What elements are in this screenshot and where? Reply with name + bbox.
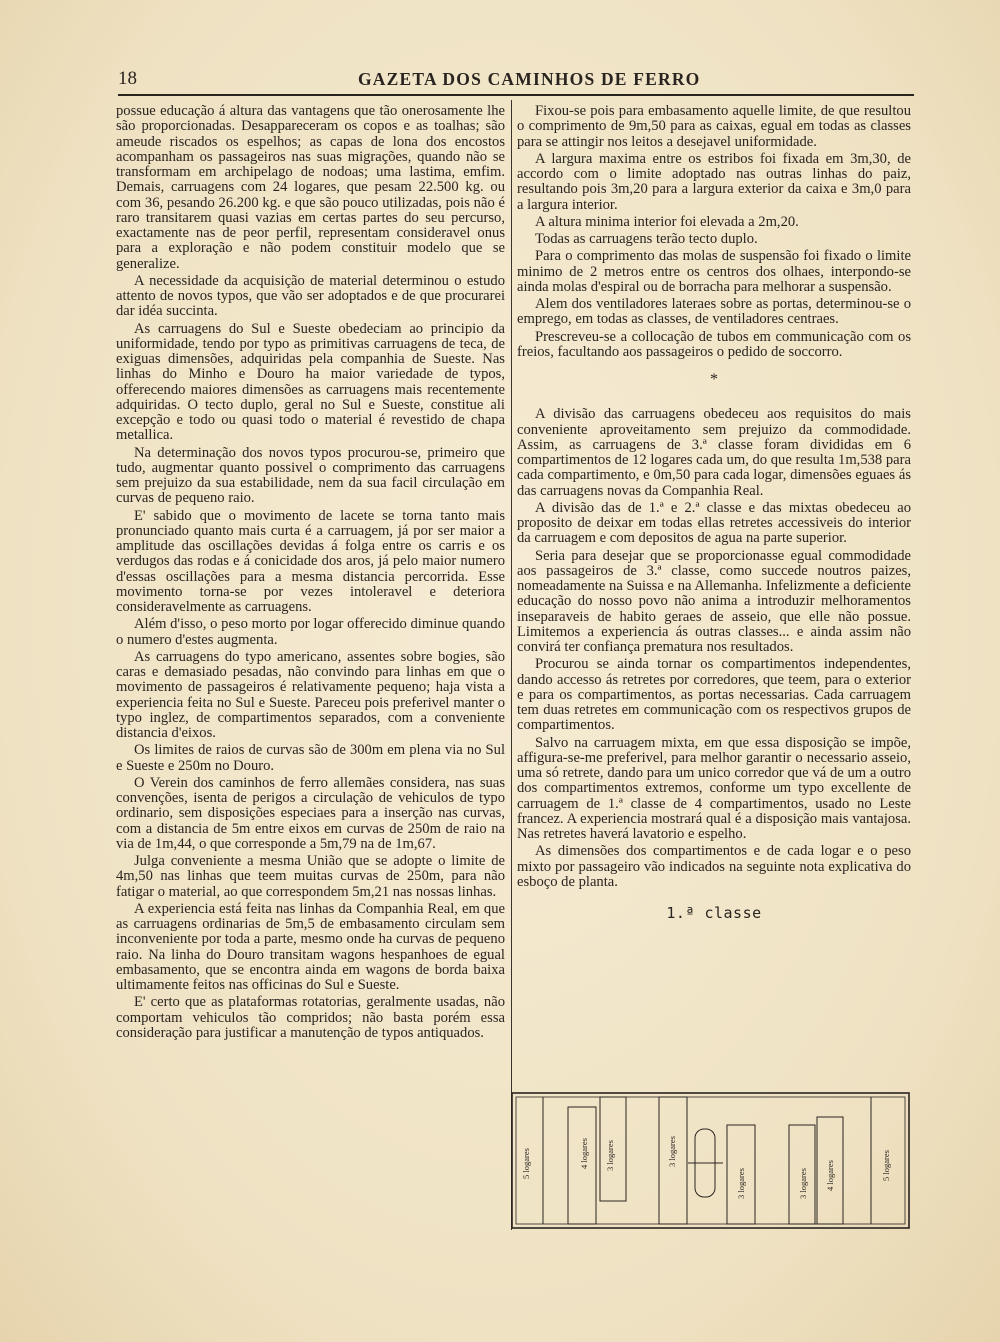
page-header <box>118 66 914 96</box>
paragraph: A experiencia está feita nas linhas da Companhia Real, em que as carruagens ordinarias de 5m,5 de embasamento circulam sem inconveniente por toda a parte, mesmo onde ha curvas de pequeno raio. Na linha do Douro transitam wagons hespanhoes de egual embasamento, que se encontra ainda em wagons de borda baixa ultimamente feitos nas officinas do Sul e Sueste. <box>116 900 505 993</box>
paragraph: E' sabido que o movimento de lacete se torna tanto mais pronunciado quanto mais curta é a carruagem, já por ser maior a amplitude das oscillações devidas á folga entre os carris e os verdugos das rodas e á conicidade dos aros, já pelo maior numero d'essas oscillações para a mesma distancia percorrida. Esse movimento torna-se por vezes intoleravel e deteriora consideravelmente as carruagens. <box>116 507 505 615</box>
paragraph: Além d'isso, o peso morto por logar offerecido diminue quando o numero d'estes augmenta. <box>116 616 505 648</box>
paragraph: Alem dos ventiladores lateraes sobre as portas, determinou-se o emprego, em todas as classes, de ventiladores centraes. <box>517 296 911 328</box>
carriage-outline <box>512 1093 909 1228</box>
paragraph: possue educação á altura das vantagens que tão onerosamente lhe são proporcionadas. Desappareceram os copos e as toalhas; são ameude riscados os espelhos; as capas de lona dos encostos acompanham os passageiros nas suas migrações, quando não se transformam em archipelago de nodoas; uma lastima, emfim. Demais, carruagens com 24 logares, que pesam 22.500 kg. ou com 36, pesando 26.200 kg. e que são pouco utilizadas, pois não é raro transitarem quasi vazias em certas partes do seu percurso, exactamente nas de peor perfil, representam consideravel onus para a exploração e não podem constituir modelo que se generalize. <box>116 103 505 272</box>
paragraph: Salvo na carruagem mixta, em que essa disposição se impõe, affigura-se-me preferivel, para melhor garantir o necessario asseio, uma só retrete, dando para um unico corredor que vá de um a outro dos compartimentos extremos, conforme um typo excellente de carruagem de 1.ª classe de 4 compartimentos, usado no Leste francez. A experiencia mostrará qual é a disposição mais vantajosa. Nas retretes haverá lavatorio e espelho. <box>517 734 911 842</box>
compartment-label: 4 logares <box>579 1138 589 1169</box>
floor-plan-drawing <box>511 1091 911 1231</box>
section-separator: * <box>710 371 718 388</box>
paragraph: Para o comprimento das molas de suspensão foi fixado o limite minimo de 2 metros entre os centros dos olhaes, interpondo-se ainda molas d'espiral ou de borracha para melhorar a suspensão. <box>517 248 911 295</box>
paragraph: Na determinação dos novos typos procurou-se, primeiro que tudo, augmentar quanto possivel o comprimento das carruagens sem prejuizo da sua estabilidade, nem da sua facil circulação em curvas de pequeno raio. <box>116 444 505 507</box>
paragraph: A largura maxima entre os estribos foi fixada em 3m,30, de accordo com o limite adoptado nas outras linhas do paiz, resultando pois 3m,20 para a largura exterior da caixa e 3m,0 para a largura interior. <box>517 150 911 213</box>
compartment-label: 3 logares <box>736 1168 746 1199</box>
paragraph: Todas as carruagens terão tecto duplo. <box>535 231 758 247</box>
paragraph: Os limites de raios de curvas são de 300m em plena via no Sul e Sueste e 250m no Douro. <box>116 742 505 774</box>
compartment-label: 5 logares <box>881 1150 891 1181</box>
paragraph: As carruagens do Sul e Sueste obedeciam ao principio da uniformidade, tendo por typo as primitivas carruagens de teca, de exiguas dimensões, adquiridas pela companhia de Sueste. Nas linhas do Minho e Douro ha maior variedade de typos, offerecendo maiores dimensões as carruagens mais recentemente adquiridas. O tecto duplo, geral no Sul e Sueste, constitue ali excepção e todo ou quasi todo o material é revestido de chapa metallica. <box>116 320 505 444</box>
paragraph: E' certo que as plataformas rotatorias, geralmente usadas, não comportam vehiculos tão compridos; não basta porém essa consideração para justificar a manutenção de typos antiquados. <box>116 994 505 1041</box>
paragraph: A divisão das carruagens obedeceu aos requisitos do mais conveniente aproveitamento sem prejuizo da commodidade. Assim, as carruagens de 3.ª classe foram divididas em 6 compartimentos de 12 logares cada um, do que resulta 1m,538 para cada compartimento, e 0m,50 para cada logar, dimensões eguaes ás das carruagens novas da Companhia Real. <box>517 406 911 499</box>
journal-title: GAZETA DOS CAMINHOS DE FERRO <box>358 69 701 89</box>
plan-title: 1.ª classe <box>666 904 762 922</box>
paragraph: Prescreveu-se a collocação de tubos em communicação com os freios, facultando aos passageiros o pedido de soccorro. <box>517 328 911 360</box>
paragraph: Fixou-se pois para embasamento aquelle limite, de que resultou o comprimento de 9m,50 para as caixas, egual em todas as classes para se attingir nos leitos a desejavel uniformidade. <box>517 103 911 150</box>
carriage-inner-outline <box>516 1097 905 1224</box>
compartment-label: 5 logares <box>521 1148 531 1179</box>
paragraph: A altura minima interior foi elevada a 2m,20. <box>535 213 799 230</box>
paragraph: Julga conveniente a mesma União que se adopte o limite de 4m,50 nas linhas que teem muitas curvas de 250m, para não fatigar o material, ao que correspondem 5m,21 nas nossas linhas. <box>116 853 505 900</box>
right-column <box>517 104 911 921</box>
compartment-label: 3 logares <box>667 1136 677 1167</box>
paragraph: A necessidade da acquisição de material determinou o estudo attento de novos typos, que vão ser adoptados e de que procurarei dar idéa succinta. <box>116 272 505 320</box>
left-column <box>116 104 505 1043</box>
column-divider <box>511 100 512 1230</box>
paragraph: Seria para desejar que se proporcionasse egual commodidade aos passageiros de 3.ª classe, como succede noutros paizes, nomeadamente na Suissa e na Allemanha. Infelizmente a deficiente educação do nosso povo não anima a introduzir melhoramentos inseparaveis de habito geraes de asseio, que elle não possue. Limitemos a experiencia ás outras classes... e ainda assim não convirá ter confiança prematura nos resultados. <box>517 547 911 655</box>
paragraph: As carruagens do typo americano, assentes sobre bogies, são caras e demasiado pesadas, não convindo para linhas em que o movimento de passageiros é relativamente pequeno; haja vista a experiencia feita no Sul e Sueste. Pareceu pois preferivel manter o typo inglez, de compartimentos separados, com a conveniente distancia d'eixos. <box>116 648 505 741</box>
compartment-label: 3 logares <box>605 1140 615 1171</box>
paragraph: As dimensões dos compartimentos e de cada logar e o peso mixto por passageiro vão indicados na seguinte nota explicativa do esboço de planta. <box>517 843 911 890</box>
page-number: 18 <box>118 68 137 89</box>
carriage-floor-plan <box>511 1091 911 1231</box>
paragraph: A divisão das de 1.ª e 2.ª classe e das mixtas obedeceu ao proposito de deixar em todas ellas retretes accessiveis do interior da carruagem e com depositos de agua na parte superior. <box>517 499 911 547</box>
paragraph: O Verein dos caminhos de ferro allemães considera, nas suas convenções, isenta de perigos a circulação de vehiculos de typo ordinario, sem disposições especiaes para a inserção nas curvas, com a distancia de 5m entre eixos em curvas de 250m de raio na via de 1m,44, o que corresponde a 5m,79 na de 1m,67. <box>116 774 505 852</box>
compartment-label: 3 logares <box>798 1168 808 1199</box>
paragraph: Procurou se ainda tornar os compartimentos independentes, dando accesso ás retretes por corredores, que teem, para o exterior e para os compartimentos, as portas necessarias. Cada carruagem tem duas retretes em communicação com os respectivos grupos de compartimentos. <box>517 656 911 734</box>
compartment-label: 4 logares <box>825 1160 835 1191</box>
